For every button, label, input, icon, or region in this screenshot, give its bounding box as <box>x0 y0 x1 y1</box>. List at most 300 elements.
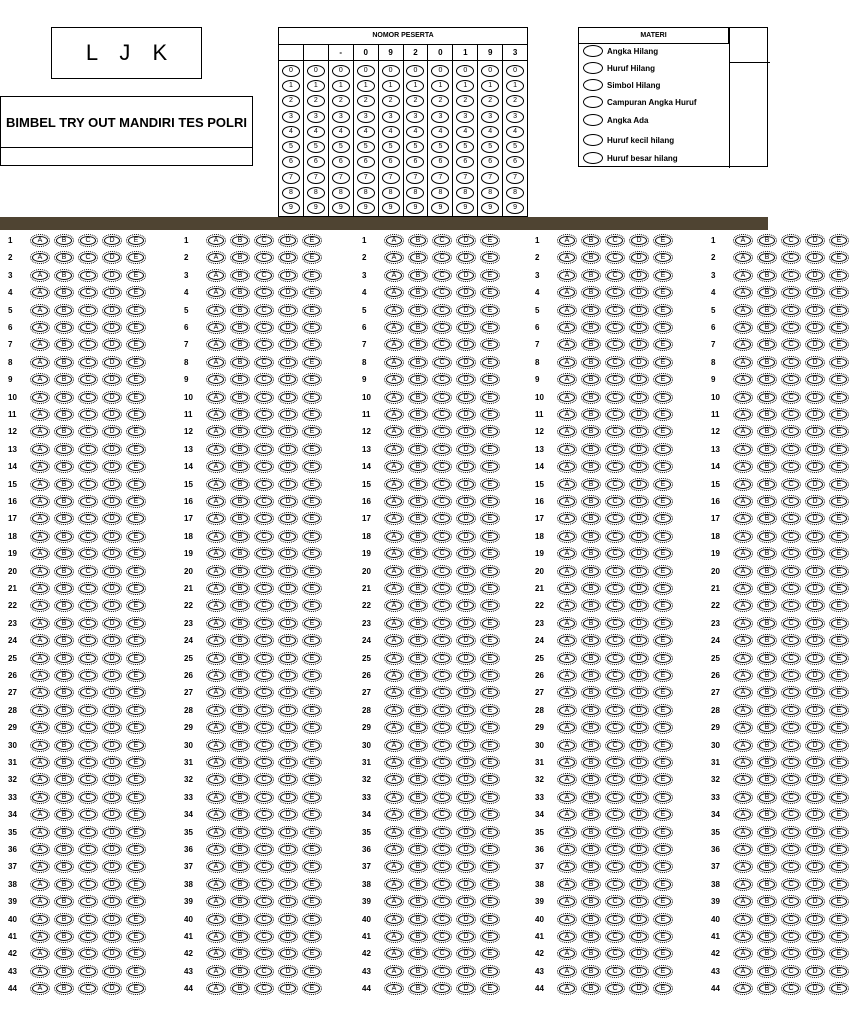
answer-bubble-d[interactable]: D <box>456 512 476 525</box>
answer-bubble-a[interactable]: A <box>30 356 50 369</box>
answer-bubble-c[interactable]: C <box>254 756 274 769</box>
answer-bubble-c[interactable]: C <box>432 373 452 386</box>
answer-bubble-b[interactable]: B <box>230 408 250 421</box>
answer-bubble-a[interactable]: A <box>206 913 226 926</box>
answer-bubble-c[interactable]: C <box>432 652 452 665</box>
answer-bubble-e[interactable]: E <box>653 391 673 404</box>
answer-bubble-c[interactable]: C <box>254 947 274 960</box>
answer-bubble-c[interactable]: C <box>781 338 801 351</box>
answer-bubble-e[interactable]: E <box>126 495 146 508</box>
digit-bubble[interactable]: 2 <box>431 95 449 107</box>
answer-bubble-e[interactable]: E <box>126 286 146 299</box>
answer-bubble-e[interactable]: E <box>302 460 322 473</box>
answer-bubble-a[interactable]: A <box>557 599 577 612</box>
answer-bubble-d[interactable]: D <box>805 530 825 543</box>
answer-bubble-d[interactable]: D <box>456 826 476 839</box>
answer-bubble-e[interactable]: E <box>480 808 500 821</box>
answer-bubble-a[interactable]: A <box>206 565 226 578</box>
answer-bubble-b[interactable]: B <box>230 443 250 456</box>
answer-bubble-d[interactable]: D <box>102 269 122 282</box>
answer-bubble-c[interactable]: C <box>254 982 274 995</box>
answer-bubble-e[interactable]: E <box>653 860 673 873</box>
answer-bubble-d[interactable]: D <box>278 930 298 943</box>
answer-bubble-d[interactable]: D <box>805 826 825 839</box>
digit-bubble[interactable]: 2 <box>282 95 300 107</box>
answer-bubble-b[interactable]: B <box>230 251 250 264</box>
answer-bubble-d[interactable]: D <box>456 913 476 926</box>
digit-bubble[interactable]: 7 <box>307 172 325 184</box>
answer-bubble-b[interactable]: B <box>757 530 777 543</box>
materi-item[interactable] <box>583 45 658 57</box>
answer-bubble-d[interactable]: D <box>278 373 298 386</box>
answer-bubble-c[interactable]: C <box>432 478 452 491</box>
answer-bubble-e[interactable]: E <box>126 530 146 543</box>
answer-bubble-e[interactable]: E <box>829 321 849 334</box>
answer-bubble-e[interactable]: E <box>829 512 849 525</box>
answer-bubble-d[interactable]: D <box>629 373 649 386</box>
answer-bubble-a[interactable]: A <box>384 408 404 421</box>
answer-bubble-a[interactable]: A <box>733 947 753 960</box>
answer-bubble-d[interactable]: D <box>278 443 298 456</box>
answer-bubble-b[interactable]: B <box>230 895 250 908</box>
answer-bubble-c[interactable]: C <box>432 321 452 334</box>
answer-bubble-d[interactable]: D <box>805 739 825 752</box>
answer-bubble-e[interactable]: E <box>653 286 673 299</box>
answer-bubble-e[interactable]: E <box>480 704 500 717</box>
answer-bubble-e[interactable]: E <box>480 895 500 908</box>
answer-bubble-e[interactable]: E <box>126 599 146 612</box>
answer-bubble-d[interactable]: D <box>805 478 825 491</box>
answer-bubble-e[interactable]: E <box>302 286 322 299</box>
answer-bubble-b[interactable]: B <box>408 321 428 334</box>
answer-bubble-e[interactable]: E <box>302 617 322 630</box>
answer-bubble-c[interactable]: C <box>605 739 625 752</box>
answer-bubble-c[interactable]: C <box>781 321 801 334</box>
answer-bubble-d[interactable]: D <box>629 808 649 821</box>
answer-bubble-a[interactable]: A <box>733 773 753 786</box>
answer-bubble-a[interactable]: A <box>30 547 50 560</box>
answer-bubble-a[interactable]: A <box>30 669 50 682</box>
answer-bubble-c[interactable]: C <box>78 843 98 856</box>
answer-bubble-d[interactable]: D <box>456 617 476 630</box>
answer-bubble-a[interactable]: A <box>733 669 753 682</box>
answer-bubble-a[interactable]: A <box>733 373 753 386</box>
answer-bubble-c[interactable]: C <box>254 791 274 804</box>
answer-bubble-e[interactable]: E <box>829 773 849 786</box>
answer-bubble-a[interactable]: A <box>557 304 577 317</box>
answer-bubble-e[interactable]: E <box>653 304 673 317</box>
answer-bubble-b[interactable]: B <box>757 478 777 491</box>
answer-bubble-c[interactable]: C <box>254 686 274 699</box>
answer-bubble-d[interactable]: D <box>629 495 649 508</box>
answer-bubble-e[interactable]: E <box>829 791 849 804</box>
answer-bubble-e[interactable]: E <box>829 947 849 960</box>
answer-bubble-d[interactable]: D <box>805 582 825 595</box>
answer-bubble-b[interactable]: B <box>581 391 601 404</box>
answer-bubble-b[interactable]: B <box>54 338 74 351</box>
answer-bubble-c[interactable]: C <box>254 826 274 839</box>
answer-bubble-e[interactable]: E <box>126 321 146 334</box>
answer-bubble-b[interactable]: B <box>408 408 428 421</box>
answer-bubble-c[interactable]: C <box>605 826 625 839</box>
answer-bubble-d[interactable]: D <box>629 947 649 960</box>
answer-bubble-a[interactable]: A <box>206 826 226 839</box>
answer-bubble-b[interactable]: B <box>54 512 74 525</box>
answer-bubble-e[interactable]: E <box>829 895 849 908</box>
answer-bubble-c[interactable]: C <box>781 669 801 682</box>
answer-bubble-d[interactable]: D <box>805 773 825 786</box>
answer-bubble-d[interactable]: D <box>278 669 298 682</box>
answer-bubble-d[interactable]: D <box>278 791 298 804</box>
answer-bubble-d[interactable]: D <box>805 391 825 404</box>
answer-bubble-a[interactable]: A <box>206 739 226 752</box>
answer-bubble-b[interactable]: B <box>54 652 74 665</box>
answer-bubble-e[interactable]: E <box>829 286 849 299</box>
answer-bubble-e[interactable]: E <box>829 843 849 856</box>
answer-bubble-c[interactable]: C <box>432 721 452 734</box>
answer-bubble-d[interactable]: D <box>102 286 122 299</box>
answer-bubble-d[interactable]: D <box>102 582 122 595</box>
answer-bubble-b[interactable]: B <box>581 530 601 543</box>
answer-bubble-e[interactable]: E <box>480 338 500 351</box>
answer-bubble-b[interactable]: B <box>757 965 777 978</box>
answer-bubble-a[interactable]: A <box>30 704 50 717</box>
digit-bubble[interactable]: 3 <box>307 111 325 123</box>
answer-bubble-e[interactable]: E <box>480 547 500 560</box>
answer-bubble-b[interactable]: B <box>230 617 250 630</box>
answer-bubble-b[interactable]: B <box>54 565 74 578</box>
answer-bubble-e[interactable]: E <box>126 878 146 891</box>
answer-bubble-a[interactable]: A <box>206 982 226 995</box>
answer-bubble-c[interactable]: C <box>781 391 801 404</box>
answer-bubble-d[interactable]: D <box>278 721 298 734</box>
answer-bubble-b[interactable]: B <box>581 704 601 717</box>
answer-bubble-a[interactable]: A <box>206 373 226 386</box>
answer-bubble-a[interactable]: A <box>557 582 577 595</box>
answer-bubble-a[interactable]: A <box>30 582 50 595</box>
answer-bubble-e[interactable]: E <box>126 304 146 317</box>
answer-bubble-e[interactable]: E <box>653 338 673 351</box>
answer-bubble-e[interactable]: E <box>653 686 673 699</box>
digit-bubble[interactable]: 6 <box>382 156 400 168</box>
answer-bubble-b[interactable]: B <box>54 756 74 769</box>
answer-bubble-a[interactable]: A <box>206 443 226 456</box>
answer-bubble-a[interactable]: A <box>30 826 50 839</box>
answer-bubble-d[interactable]: D <box>278 878 298 891</box>
answer-bubble-c[interactable]: C <box>781 913 801 926</box>
answer-bubble-a[interactable]: A <box>30 843 50 856</box>
answer-bubble-b[interactable]: B <box>757 408 777 421</box>
answer-bubble-a[interactable]: A <box>206 617 226 630</box>
answer-bubble-a[interactable]: A <box>30 634 50 647</box>
answer-bubble-a[interactable]: A <box>30 408 50 421</box>
answer-bubble-e[interactable]: E <box>829 234 849 247</box>
digit-bubble[interactable]: 0 <box>506 65 524 77</box>
answer-bubble-d[interactable]: D <box>805 460 825 473</box>
answer-bubble-a[interactable]: A <box>206 286 226 299</box>
answer-bubble-b[interactable]: B <box>408 739 428 752</box>
answer-bubble-d[interactable]: D <box>805 791 825 804</box>
answer-bubble-b[interactable]: B <box>581 495 601 508</box>
answer-bubble-a[interactable]: A <box>384 286 404 299</box>
answer-bubble-b[interactable]: B <box>54 304 74 317</box>
answer-bubble-d[interactable]: D <box>629 878 649 891</box>
answer-bubble-a[interactable]: A <box>206 652 226 665</box>
answer-bubble-b[interactable]: B <box>230 286 250 299</box>
answer-bubble-b[interactable]: B <box>230 982 250 995</box>
digit-bubble[interactable]: 5 <box>456 141 474 153</box>
answer-bubble-e[interactable]: E <box>302 930 322 943</box>
answer-bubble-c[interactable]: C <box>432 251 452 264</box>
answer-bubble-c[interactable]: C <box>781 617 801 630</box>
digit-bubble[interactable]: 2 <box>481 95 499 107</box>
answer-bubble-d[interactable]: D <box>102 478 122 491</box>
answer-bubble-a[interactable]: A <box>557 460 577 473</box>
answer-bubble-c[interactable]: C <box>781 373 801 386</box>
answer-bubble-a[interactable]: A <box>384 512 404 525</box>
answer-bubble-d[interactable]: D <box>278 634 298 647</box>
digit-bubble[interactable]: 8 <box>307 187 325 199</box>
answer-bubble-a[interactable]: A <box>384 530 404 543</box>
answer-bubble-a[interactable]: A <box>384 808 404 821</box>
digit-bubble[interactable]: 0 <box>406 65 424 77</box>
answer-bubble-c[interactable]: C <box>781 460 801 473</box>
answer-bubble-a[interactable]: A <box>30 269 50 282</box>
answer-bubble-b[interactable]: B <box>581 512 601 525</box>
answer-bubble-d[interactable]: D <box>456 251 476 264</box>
answer-bubble-b[interactable]: B <box>54 356 74 369</box>
digit-bubble[interactable]: 6 <box>456 156 474 168</box>
answer-bubble-a[interactable]: A <box>206 304 226 317</box>
answer-bubble-c[interactable]: C <box>605 356 625 369</box>
answer-bubble-e[interactable]: E <box>302 304 322 317</box>
answer-bubble-e[interactable]: E <box>653 756 673 769</box>
answer-bubble-d[interactable]: D <box>102 617 122 630</box>
answer-bubble-e[interactable]: E <box>829 739 849 752</box>
digit-bubble[interactable]: 7 <box>456 172 474 184</box>
answer-bubble-b[interactable]: B <box>581 286 601 299</box>
answer-bubble-c[interactable]: C <box>254 286 274 299</box>
digit-bubble[interactable]: 0 <box>307 65 325 77</box>
answer-bubble-a[interactable]: A <box>733 913 753 926</box>
answer-bubble-e[interactable]: E <box>480 930 500 943</box>
answer-bubble-d[interactable]: D <box>456 878 476 891</box>
answer-bubble-a[interactable]: A <box>206 634 226 647</box>
answer-bubble-a[interactable]: A <box>384 460 404 473</box>
answer-bubble-c[interactable]: C <box>78 756 98 769</box>
answer-bubble-e[interactable]: E <box>480 652 500 665</box>
answer-bubble-a[interactable]: A <box>384 930 404 943</box>
answer-bubble-e[interactable]: E <box>829 304 849 317</box>
answer-bubble-c[interactable]: C <box>254 338 274 351</box>
digit-bubble[interactable]: 1 <box>431 80 449 92</box>
answer-bubble-a[interactable]: A <box>557 860 577 873</box>
answer-bubble-c[interactable]: C <box>432 634 452 647</box>
answer-bubble-c[interactable]: C <box>432 338 452 351</box>
answer-bubble-d[interactable]: D <box>456 391 476 404</box>
answer-bubble-e[interactable]: E <box>480 686 500 699</box>
answer-bubble-a[interactable]: A <box>30 565 50 578</box>
answer-bubble-e[interactable]: E <box>653 617 673 630</box>
answer-bubble-b[interactable]: B <box>581 791 601 804</box>
answer-bubble-e[interactable]: E <box>126 634 146 647</box>
answer-bubble-a[interactable]: A <box>557 565 577 578</box>
answer-bubble-b[interactable]: B <box>408 338 428 351</box>
answer-bubble-b[interactable]: B <box>581 721 601 734</box>
answer-bubble-b[interactable]: B <box>54 826 74 839</box>
answer-bubble-e[interactable]: E <box>302 791 322 804</box>
answer-bubble-b[interactable]: B <box>408 930 428 943</box>
answer-bubble-b[interactable]: B <box>757 304 777 317</box>
answer-bubble-a[interactable]: A <box>384 826 404 839</box>
answer-bubble-d[interactable]: D <box>629 356 649 369</box>
answer-bubble-e[interactable]: E <box>126 913 146 926</box>
answer-bubble-d[interactable]: D <box>278 425 298 438</box>
answer-bubble-e[interactable]: E <box>653 704 673 717</box>
answer-bubble-c[interactable]: C <box>78 547 98 560</box>
digit-bubble[interactable]: 6 <box>282 156 300 168</box>
answer-bubble-d[interactable]: D <box>805 843 825 856</box>
answer-bubble-b[interactable]: B <box>757 634 777 647</box>
answer-bubble-d[interactable]: D <box>278 947 298 960</box>
answer-bubble-a[interactable]: A <box>557 878 577 891</box>
answer-bubble-b[interactable]: B <box>54 547 74 560</box>
answer-bubble-c[interactable]: C <box>605 478 625 491</box>
answer-bubble-a[interactable]: A <box>733 495 753 508</box>
answer-bubble-b[interactable]: B <box>581 338 601 351</box>
answer-bubble-c[interactable]: C <box>254 843 274 856</box>
answer-bubble-e[interactable]: E <box>480 321 500 334</box>
answer-bubble-e[interactable]: E <box>302 391 322 404</box>
answer-bubble-a[interactable]: A <box>206 530 226 543</box>
answer-bubble-a[interactable]: A <box>384 304 404 317</box>
answer-bubble-c[interactable]: C <box>605 965 625 978</box>
digit-bubble[interactable]: 4 <box>282 126 300 138</box>
materi-bubble[interactable] <box>583 114 603 126</box>
answer-bubble-e[interactable]: E <box>126 408 146 421</box>
answer-bubble-d[interactable]: D <box>805 982 825 995</box>
answer-bubble-c[interactable]: C <box>78 773 98 786</box>
answer-bubble-b[interactable]: B <box>230 773 250 786</box>
answer-bubble-d[interactable]: D <box>456 373 476 386</box>
answer-bubble-b[interactable]: B <box>408 547 428 560</box>
answer-bubble-e[interactable]: E <box>829 478 849 491</box>
materi-bubble[interactable] <box>583 62 603 74</box>
answer-bubble-a[interactable]: A <box>30 982 50 995</box>
answer-bubble-e[interactable]: E <box>126 791 146 804</box>
answer-bubble-b[interactable]: B <box>757 599 777 612</box>
answer-bubble-b[interactable]: B <box>581 582 601 595</box>
answer-bubble-e[interactable]: E <box>480 739 500 752</box>
answer-bubble-c[interactable]: C <box>78 634 98 647</box>
answer-bubble-c[interactable]: C <box>78 599 98 612</box>
answer-bubble-a[interactable]: A <box>384 860 404 873</box>
answer-bubble-e[interactable]: E <box>653 408 673 421</box>
answer-bubble-d[interactable]: D <box>805 443 825 456</box>
answer-bubble-b[interactable]: B <box>581 686 601 699</box>
answer-bubble-c[interactable]: C <box>254 460 274 473</box>
materi-item[interactable] <box>583 134 674 146</box>
answer-bubble-d[interactable]: D <box>629 512 649 525</box>
answer-bubble-a[interactable]: A <box>30 878 50 891</box>
answer-bubble-c[interactable]: C <box>78 704 98 717</box>
answer-bubble-e[interactable]: E <box>302 443 322 456</box>
digit-bubble[interactable]: 9 <box>282 202 300 214</box>
answer-bubble-a[interactable]: A <box>206 425 226 438</box>
answer-bubble-e[interactable]: E <box>829 582 849 595</box>
answer-bubble-b[interactable]: B <box>408 808 428 821</box>
answer-bubble-e[interactable]: E <box>653 652 673 665</box>
answer-bubble-e[interactable]: E <box>302 965 322 978</box>
answer-bubble-d[interactable]: D <box>102 495 122 508</box>
answer-bubble-d[interactable]: D <box>805 721 825 734</box>
answer-bubble-c[interactable]: C <box>605 443 625 456</box>
digit-bubble[interactable]: 2 <box>357 95 375 107</box>
answer-bubble-e[interactable]: E <box>302 895 322 908</box>
answer-bubble-d[interactable]: D <box>278 704 298 717</box>
answer-bubble-d[interactable]: D <box>278 512 298 525</box>
answer-bubble-c[interactable]: C <box>605 860 625 873</box>
answer-bubble-a[interactable]: A <box>30 860 50 873</box>
answer-bubble-d[interactable]: D <box>456 652 476 665</box>
digit-bubble[interactable]: 9 <box>456 202 474 214</box>
answer-bubble-a[interactable]: A <box>30 495 50 508</box>
answer-bubble-e[interactable]: E <box>480 617 500 630</box>
answer-bubble-a[interactable]: A <box>557 269 577 282</box>
answer-bubble-c[interactable]: C <box>781 304 801 317</box>
answer-bubble-c[interactable]: C <box>78 565 98 578</box>
materi-bubble[interactable] <box>583 134 603 146</box>
answer-bubble-b[interactable]: B <box>408 982 428 995</box>
answer-bubble-a[interactable]: A <box>206 843 226 856</box>
answer-bubble-a[interactable]: A <box>557 321 577 334</box>
answer-bubble-e[interactable]: E <box>480 408 500 421</box>
answer-bubble-a[interactable]: A <box>30 425 50 438</box>
answer-bubble-c[interactable]: C <box>254 530 274 543</box>
answer-bubble-d[interactable]: D <box>456 565 476 578</box>
answer-bubble-b[interactable]: B <box>230 808 250 821</box>
digit-bubble[interactable]: 9 <box>382 202 400 214</box>
answer-bubble-e[interactable]: E <box>126 773 146 786</box>
digit-bubble[interactable]: 4 <box>307 126 325 138</box>
answer-bubble-a[interactable]: A <box>30 251 50 264</box>
answer-bubble-c[interactable]: C <box>78 860 98 873</box>
answer-bubble-d[interactable]: D <box>278 234 298 247</box>
answer-bubble-e[interactable]: E <box>829 878 849 891</box>
answer-bubble-a[interactable]: A <box>206 338 226 351</box>
answer-bubble-e[interactable]: E <box>302 408 322 421</box>
answer-bubble-a[interactable]: A <box>733 547 753 560</box>
answer-bubble-c[interactable]: C <box>432 704 452 717</box>
answer-bubble-a[interactable]: A <box>557 373 577 386</box>
answer-bubble-d[interactable]: D <box>629 965 649 978</box>
answer-bubble-d[interactable]: D <box>629 843 649 856</box>
answer-bubble-b[interactable]: B <box>54 843 74 856</box>
answer-bubble-d[interactable]: D <box>805 425 825 438</box>
answer-bubble-d[interactable]: D <box>456 547 476 560</box>
answer-bubble-b[interactable]: B <box>408 843 428 856</box>
answer-bubble-c[interactable]: C <box>781 982 801 995</box>
answer-bubble-c[interactable]: C <box>432 460 452 473</box>
digit-bubble[interactable]: 5 <box>282 141 300 153</box>
answer-bubble-e[interactable]: E <box>653 460 673 473</box>
answer-bubble-c[interactable]: C <box>781 947 801 960</box>
answer-bubble-d[interactable]: D <box>629 478 649 491</box>
digit-bubble[interactable]: 5 <box>406 141 424 153</box>
answer-bubble-d[interactable]: D <box>456 408 476 421</box>
answer-bubble-b[interactable]: B <box>757 947 777 960</box>
answer-bubble-e[interactable]: E <box>480 582 500 595</box>
